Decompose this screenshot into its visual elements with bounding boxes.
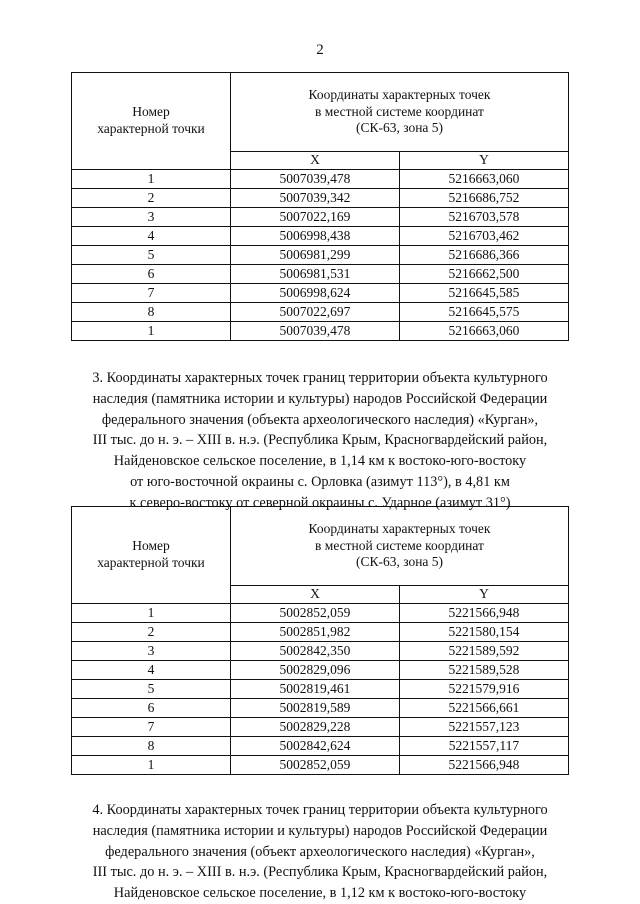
y-header: Y xyxy=(399,152,568,170)
y-value: 5221589,592 xyxy=(399,642,568,661)
table-row xyxy=(72,265,569,284)
table-row xyxy=(72,303,569,322)
x-value: 5002852,059 xyxy=(231,604,400,623)
y-value: 5216686,366 xyxy=(399,246,568,265)
table-row xyxy=(72,246,569,265)
x-header: X xyxy=(231,586,400,604)
y-value: 5221557,123 xyxy=(399,718,568,737)
y-value: 5216686,752 xyxy=(399,189,568,208)
paragraph-line: наследия (памятника истории и культуры) народов Российской Федерации xyxy=(92,390,548,407)
coordinates-header xyxy=(231,73,569,152)
x-value: 5007039,478 xyxy=(231,170,400,189)
x-value: 5002842,624 xyxy=(231,737,400,756)
point-number: 3 xyxy=(72,208,231,227)
x-value: 5002851,982 xyxy=(231,623,400,642)
coordinates-header xyxy=(231,507,569,586)
point-number: 4 xyxy=(72,661,231,680)
y-value: 5221580,154 xyxy=(399,623,568,642)
paragraph-line: федерального значения (объект археологического наследия) «Курган», xyxy=(105,843,535,860)
point-number: 1 xyxy=(72,322,231,341)
point-number-header-line: Номер xyxy=(132,104,170,120)
coordinates-table-2 xyxy=(71,506,569,775)
coordinates-header-line: Координаты характерных точек xyxy=(308,86,491,102)
paragraph-line: III тыс. до н. э. – XIII в. н.э. (Республика Крым, Красногвардейский район, xyxy=(92,864,548,881)
table-row xyxy=(72,756,569,775)
x-value: 5007039,342 xyxy=(231,189,400,208)
x-header: X xyxy=(231,152,400,170)
page-number: 2 xyxy=(316,42,324,58)
paragraph-line: Найденовское сельское поселение, в 1,14 км к востоко-юго-востоку xyxy=(113,453,527,470)
y-value: 5216703,462 xyxy=(399,227,568,246)
y-value: 5216663,060 xyxy=(399,170,568,189)
point-number: 6 xyxy=(72,699,231,718)
point-number: 3 xyxy=(72,642,231,661)
paragraph-line: от юго-восточной окраины с. Орловка (азимут 113°), в 4,81 км xyxy=(130,473,510,490)
point-number: 5 xyxy=(72,680,231,699)
coordinates-header-line: (СК-63, зона 5) xyxy=(355,120,444,136)
y-value: 5221579,916 xyxy=(399,680,568,699)
coordinates-header-line: в местной системе координат xyxy=(315,103,484,119)
table-row xyxy=(72,208,569,227)
y-value: 5216663,060 xyxy=(399,322,568,341)
table-row xyxy=(72,699,569,718)
point-number-header xyxy=(72,73,231,170)
point-number: 2 xyxy=(72,189,231,208)
point-number: 2 xyxy=(72,623,231,642)
point-number: 6 xyxy=(72,265,231,284)
y-value: 5216645,585 xyxy=(399,284,568,303)
paragraph-line: 4. Координаты характерных точек границ территории объекта культурного xyxy=(92,802,548,818)
x-value: 5007039,478 xyxy=(231,322,400,341)
y-value: 5221566,948 xyxy=(399,756,568,775)
paragraph-line: III тыс. до н. э. – XIII в. н.э. (Республика Крым, Красногвардейский район, xyxy=(92,432,548,449)
x-value: 5006998,624 xyxy=(231,284,400,303)
y-value: 5216662,500 xyxy=(399,265,568,284)
point-number: 4 xyxy=(72,227,231,246)
x-value: 5002852,059 xyxy=(231,756,400,775)
y-value: 5221589,528 xyxy=(399,661,568,680)
table-row xyxy=(72,170,569,189)
point-number: 1 xyxy=(72,756,231,775)
y-value: 5221557,117 xyxy=(399,737,568,756)
table-row xyxy=(72,680,569,699)
y-header: Y xyxy=(399,586,568,604)
x-value: 5002829,096 xyxy=(231,661,400,680)
table-row xyxy=(72,623,569,642)
point-number-header-line: характерной точки xyxy=(97,121,205,136)
section-3-description xyxy=(40,368,600,514)
x-value: 5007022,169 xyxy=(231,208,400,227)
point-number: 8 xyxy=(72,303,231,322)
table-row xyxy=(72,642,569,661)
coordinates-header-line: (СК-63, зона 5) xyxy=(355,554,444,570)
point-number: 8 xyxy=(72,737,231,756)
point-number-header-line: Номер xyxy=(132,538,170,554)
paragraph-line: 3. Координаты характерных точек границ территории объекта культурного xyxy=(92,370,548,386)
y-value: 5221566,661 xyxy=(399,699,568,718)
table-row xyxy=(72,284,569,303)
table-row xyxy=(72,189,569,208)
y-value: 5216703,578 xyxy=(399,208,568,227)
point-number: 1 xyxy=(72,170,231,189)
x-value: 5002842,350 xyxy=(231,642,400,661)
point-number: 1 xyxy=(72,604,231,623)
paragraph-line: наследия (памятника истории и культуры) народов Российской Федерации xyxy=(92,822,548,839)
table-row xyxy=(72,718,569,737)
table-row xyxy=(72,604,569,623)
point-number-header xyxy=(72,507,231,604)
x-value: 5007022,697 xyxy=(231,303,400,322)
paragraph-line: Найденовское сельское поселение, в 1,12 км к востоко-юго-востоку xyxy=(113,885,527,902)
y-value: 5216645,575 xyxy=(399,303,568,322)
table-row xyxy=(72,737,569,756)
coordinates-header-line: в местной системе координат xyxy=(315,537,484,553)
x-value: 5006981,299 xyxy=(231,246,400,265)
x-value: 5006981,531 xyxy=(231,265,400,284)
y-value: 5221566,948 xyxy=(399,604,568,623)
paragraph-line: к северо-востоку от северной окраины с. Ударное (азимут 31°) xyxy=(129,494,511,511)
coordinates-table-1 xyxy=(71,72,569,341)
coordinates-header-line: Координаты характерных точек xyxy=(308,520,491,536)
point-number-header-line: характерной точки xyxy=(97,555,205,570)
x-value: 5002819,461 xyxy=(231,680,400,699)
table-row xyxy=(72,322,569,341)
table-row xyxy=(72,227,569,246)
table-row xyxy=(72,661,569,680)
x-value: 5002819,589 xyxy=(231,699,400,718)
point-number: 7 xyxy=(72,284,231,303)
paragraph-line: федерального значения (объекта археологического наследия) «Курган», xyxy=(101,411,539,428)
point-number: 7 xyxy=(72,718,231,737)
section-4-description xyxy=(40,800,600,904)
x-value: 5002829,228 xyxy=(231,718,400,737)
x-value: 5006998,438 xyxy=(231,227,400,246)
point-number: 5 xyxy=(72,246,231,265)
